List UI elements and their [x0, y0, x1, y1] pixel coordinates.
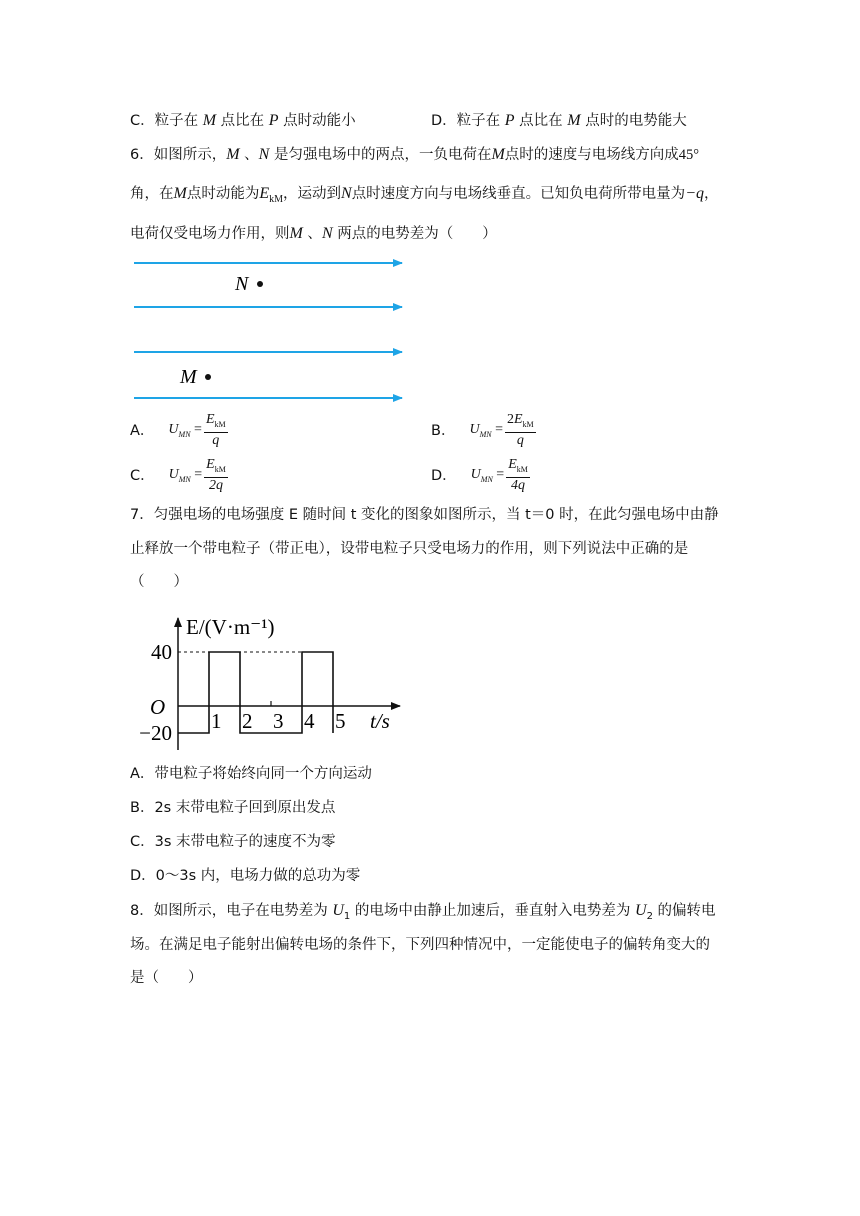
point-m-label: M: [180, 366, 197, 388]
y-tick-label: 40: [151, 640, 172, 664]
q7-option-a: A．带电粒子将始终向同一个方向运动: [130, 766, 372, 782]
fraction: $\frac{E_{kM}}{q}$: [205, 412, 226, 448]
fraction: $\frac{2E_{kM}}{q}$: [506, 412, 534, 448]
q6-option-b: B． $U_{MN}$ = $\frac{2E_{kM}}{q}$: [431, 412, 534, 448]
q7-option-c: C．3s 末带电粒子的速度不为零: [130, 834, 336, 850]
point-n-label: N: [235, 273, 249, 295]
q7-line-1: 7．匀强电场的电场强度 E 随时间 t 变化的图象如图所示，当 t＝0 时，在此匀强电场中由静: [130, 507, 719, 523]
q6-option-d: D． $U_{MN}$ = $\frac{E_{kM}}{4q}$: [431, 457, 528, 493]
field-lines-figure: [130, 250, 410, 410]
x-axis-label: t/s: [370, 709, 390, 733]
q7-line-3: （ ）: [130, 574, 188, 590]
q5-option-d: D．粒子在 P 点比在 M 点时的电势能大: [431, 112, 687, 129]
q7-line-2: 止释放一个带电粒子（带正电），设带电粒子只受电场力的作用，则下列说法中正确的是: [130, 541, 689, 557]
q8-line-2: 场。在满足电子能射出偏转电场的条件下，下列四种情况中，一定能使电子的偏转角变大的: [130, 937, 710, 953]
q8-line-3: 是（ ）: [130, 970, 203, 986]
x-tick-label: 2: [242, 709, 253, 733]
point-m-dot: [205, 374, 211, 380]
fraction: $\frac{E_{kM}}{2q}$: [206, 457, 226, 493]
q7-option-d: D．0～3s 内，电场力做的总功为零: [130, 868, 361, 884]
q5-option-c: C．粒子在 M 点比在 P 点时动能小: [130, 112, 356, 129]
q7-option-b: B．2s 末带电粒子回到原出发点: [130, 800, 336, 816]
y-axis-label: E/(V·m⁻¹): [186, 615, 275, 639]
q6-line-2: 角，在M点时动能为$E_{kM}$，运动到N点时速度方向与电场线垂直。已知负电荷所带电量为−q，: [130, 185, 719, 205]
x-tick-label: 4: [304, 709, 315, 733]
x-tick-label: 1: [211, 709, 222, 733]
q6-line-1: 6．如图所示，M 、N 是匀强电场中的两点，一负电荷在M点时的速度与电场线方向成45°: [130, 146, 700, 163]
y-tick-label: −20: [139, 721, 172, 745]
x-tick-label: 5: [335, 709, 346, 733]
e-t-chart: [130, 608, 410, 758]
q8-line-1: 8．如图所示，电子在电势差为 $U_1$ 的电场中由静止加速后，垂直射入电势差为 $U_2$ 的偏转电: [130, 902, 716, 922]
origin-label: O: [150, 695, 166, 719]
fraction: $\frac{E_{kM}}{4q}$: [508, 457, 528, 493]
point-n-dot: [257, 281, 263, 287]
q6-option-a: A． $U_{MN}$ = $\frac{E_{kM}}{q}$: [130, 412, 226, 448]
q6-option-c: C． $U_{MN}$ = $\frac{E_{kM}}{2q}$: [130, 457, 226, 493]
q6-line-3: 电荷仅受电场力作用，则M 、N 两点的电势差为（ ）: [130, 225, 497, 242]
x-tick-label: 3: [273, 709, 284, 733]
